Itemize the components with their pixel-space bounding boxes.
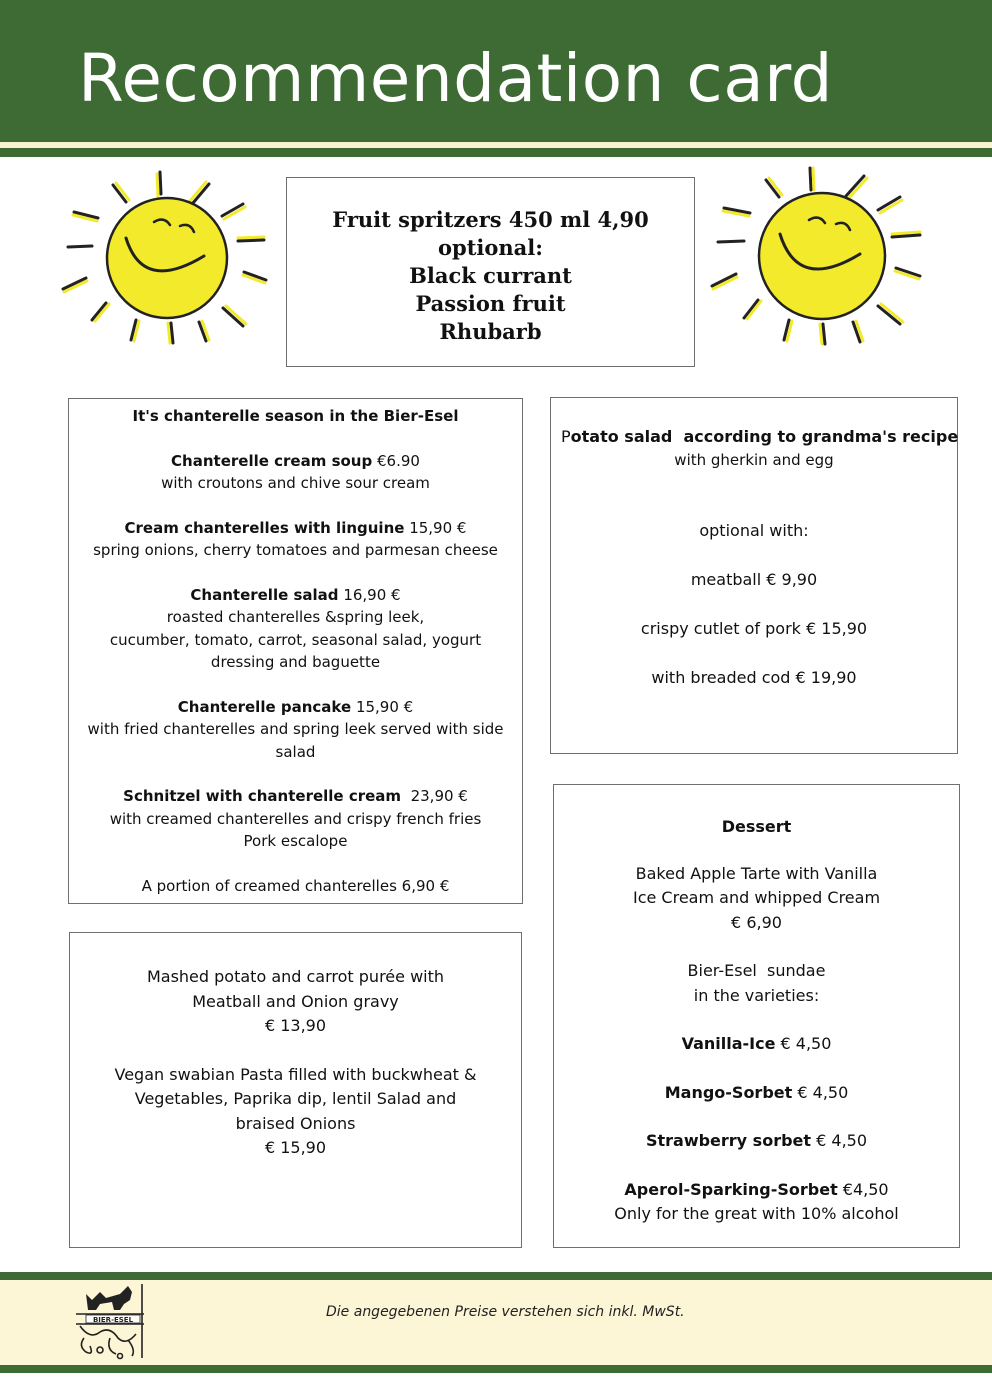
dessert-line: Baked Apple Tarte with Vanilla: [635, 863, 878, 883]
potato-subtitle: with gherkin and egg: [674, 450, 834, 469]
spritzers-line: optional:: [438, 235, 543, 260]
portion-note: A portion of creamed chanterelles 6,90 €: [141, 876, 450, 895]
menu-item: [83, 785, 508, 853]
variety-name: Vanilla-Ice: [681, 1034, 776, 1053]
dish-description: with creamed chanterelles and crispy french fries: [109, 809, 482, 828]
variety-name: Mango-Sorbet: [664, 1082, 793, 1102]
variety-price: € 4,50: [775, 1034, 832, 1053]
header-stripe-green: [0, 148, 992, 157]
sundae-variety: [564, 1032, 949, 1057]
dish-price: €6.90: [372, 451, 420, 470]
alcohol-note: Only for the great with 10% alcohol: [614, 1204, 899, 1223]
spritzers-line: Black currant: [409, 263, 572, 288]
variety-price: €4,50: [837, 1179, 889, 1199]
footer-stripe-top: [0, 1272, 992, 1280]
menu-item: [83, 584, 508, 674]
option-item: crispy cutlet of pork € 15,90: [640, 619, 868, 638]
option-item: meatball € 9,90: [690, 570, 818, 589]
sundae-variety: [564, 1129, 949, 1154]
dish-price: 16,90 €: [338, 585, 401, 604]
potato-salad-box: [550, 397, 958, 754]
spritzers-line: Rhubarb: [439, 319, 542, 344]
dish-description: Pork escalope: [243, 832, 348, 850]
dessert-price: € 6,90: [731, 912, 782, 932]
dish-description: spring onions, cherry tomatoes and parmesan cheese: [93, 541, 498, 559]
sun-icon: [58, 168, 273, 353]
optional-label: optional with:: [699, 521, 809, 540]
dish-name: Schnitzel with chanterelle cream: [123, 787, 402, 805]
dish-description: roasted chanterelles &spring leek,: [166, 608, 425, 626]
dish-line: Meatball and Onion gravy: [192, 991, 399, 1011]
dish-price: 23,90 €: [401, 787, 468, 805]
dish-description: salad: [275, 742, 316, 761]
dish-description: dressing and baguette: [210, 653, 381, 671]
menu-item: [83, 696, 508, 764]
menu-item: [83, 450, 508, 495]
section-heading: It's chanterelle season in the Bier-Esel: [132, 407, 459, 425]
svg-text:BIER-ESEL: BIER-ESEL: [92, 1316, 134, 1324]
footer-stripe-bottom: [0, 1365, 992, 1373]
sundae-variety: [564, 1081, 949, 1106]
section-heading: Dessert: [721, 817, 792, 836]
price-note: Die angegebenen Preise verstehen sich inkl. MwSt.: [326, 1304, 685, 1320]
dish-name: Chanterelle salad: [190, 585, 339, 604]
dish-name: Chanterelle pancake: [177, 697, 352, 716]
header-banner: [0, 0, 992, 142]
dish-name: Cream chanterelles with linguine: [124, 518, 405, 537]
dessert-box: [553, 784, 960, 1248]
variety-name: Aperol-Sparking-Sorbet: [624, 1179, 838, 1199]
dessert-line: Ice Cream and whipped Cream: [632, 888, 881, 907]
menu-item: [83, 517, 508, 562]
dish-description: cucumber, tomato, carrot, seasonal salad, yogurt: [109, 630, 482, 649]
variety-price: € 4,50: [811, 1131, 868, 1150]
dish-price: € 15,90: [264, 1138, 327, 1157]
page-title: Recommendation card: [78, 40, 834, 117]
dish-line: braised Onions: [235, 1113, 356, 1133]
dish-description: with fried chanterelles and spring leek served with side: [87, 720, 504, 738]
spritzers-line: Fruit spritzers 450 ml 4,90: [332, 207, 649, 232]
spritzers-line: Passion fruit: [415, 291, 566, 316]
dish-price: € 13,90: [264, 1016, 327, 1035]
main-dishes-box: [69, 932, 522, 1248]
chanterelle-menu-box: [68, 398, 523, 904]
option-item: with breaded cod € 19,90: [651, 668, 857, 687]
potato-title: otato salad according to grandma's recipe: [570, 427, 959, 446]
variety-price: € 4,50: [792, 1082, 849, 1102]
dish-description: with croutons and chive sour cream: [161, 474, 430, 492]
dish-price: 15,90 €: [351, 697, 414, 716]
sun-icon: [706, 164, 931, 354]
dessert-line: in the varieties:: [693, 985, 820, 1005]
dish-line: Mashed potato and carrot purée with: [146, 967, 445, 986]
potato-title-initial: P: [561, 427, 571, 446]
sundae-variety: [564, 1178, 949, 1203]
footer: [0, 1280, 992, 1365]
dish-price: 15,90 €: [404, 518, 467, 537]
dish-name: Chanterelle cream soup: [171, 451, 373, 470]
bier-esel-logo: [70, 1280, 150, 1362]
fruit-spritzers-box: [286, 177, 695, 367]
dish-line: Vegan swabian Pasta filled with buckwheat &: [114, 1064, 477, 1084]
dish-line: Vegetables, Paprika dip, lentil Salad and: [134, 1089, 457, 1108]
variety-name: Strawberry sorbet: [645, 1131, 812, 1150]
dessert-line: Bier-Esel sundae: [687, 961, 826, 980]
